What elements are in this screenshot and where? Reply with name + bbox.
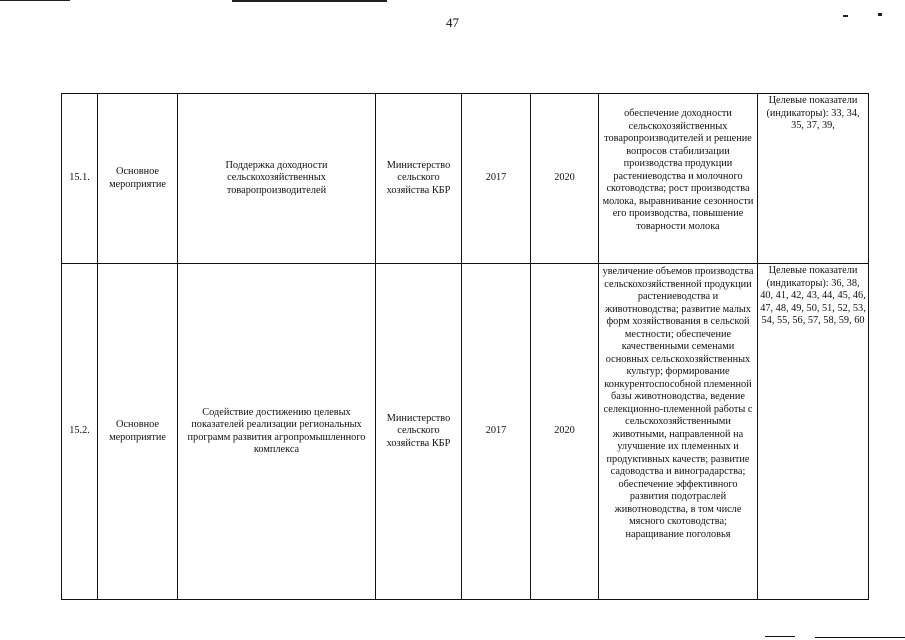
- table-row: [62, 94, 869, 264]
- target-indicators: Целевые показатели (индикаторы): 33, 34, 35, 37, 39,: [758, 94, 869, 264]
- end-year: 2020: [531, 264, 599, 600]
- activity-title: Содействие достижению целевых показателей реализации региональных программ развития агропромышленного комплекса: [178, 264, 376, 600]
- target-indicators: Целевые показатели (индикаторы): 36, 38, 40, 41, 42, 43, 44, 45, 46, 47, 48, 49, 50, 51, 52, 53, 54, 55, 56, 57, 58, 59, 60: [758, 264, 869, 600]
- activity-type: Основное мероприятие: [98, 264, 178, 600]
- scan-artifact-top-left: [0, 0, 70, 1]
- scan-artifact-top-center: [232, 0, 387, 2]
- activity-type: Основное мероприятие: [98, 94, 178, 264]
- executor: Министерство сельского хозяйства КБР: [376, 94, 462, 264]
- executor: Министерство сельского хозяйства КБР: [376, 264, 462, 600]
- scan-artifact-bottom-rule-1: [765, 636, 795, 637]
- row-number: 15.1.: [62, 94, 98, 264]
- start-year: 2017: [462, 264, 531, 600]
- start-year: 2017: [462, 94, 531, 264]
- end-year: 2020: [531, 94, 599, 264]
- table-row: [62, 264, 869, 600]
- expected-result: обеспечение доходности сельскохозяйственных товаропроизводителей и решение вопросов стабилизации производства продукции растениеводства и молочного скотоводства; рост производства молока, выравнивание сезонности его производства, повышение товарности молока: [599, 94, 758, 264]
- page-number: 47: [446, 15, 459, 30]
- expected-result: увеличение объемов производства сельскохозяйственной продукции растениеводства и животноводства; развитие малых форм хозяйствования в сельской местности; обеспечение качественными семенами основных сельскохозяйственных культур; формирование конкурентоспособной племенной базы животноводства, ведение селекционно-племенной работы с сельскохозяйственными животными, направленной на улучшение их племенных и продуктивных качеств; развитие садоводства и виноградарства; обеспечение эффективного развития подотраслей животноводства, в том числе мясного скотоводства; наращивание поголовья: [599, 264, 758, 600]
- row-number: 15.2.: [62, 264, 98, 600]
- activity-title: Поддержка доходности сельскохозяйственных товаропроизводителей: [178, 94, 376, 264]
- scan-artifact-bottom-rule-2: [815, 637, 905, 638]
- program-activities-table: [61, 93, 869, 600]
